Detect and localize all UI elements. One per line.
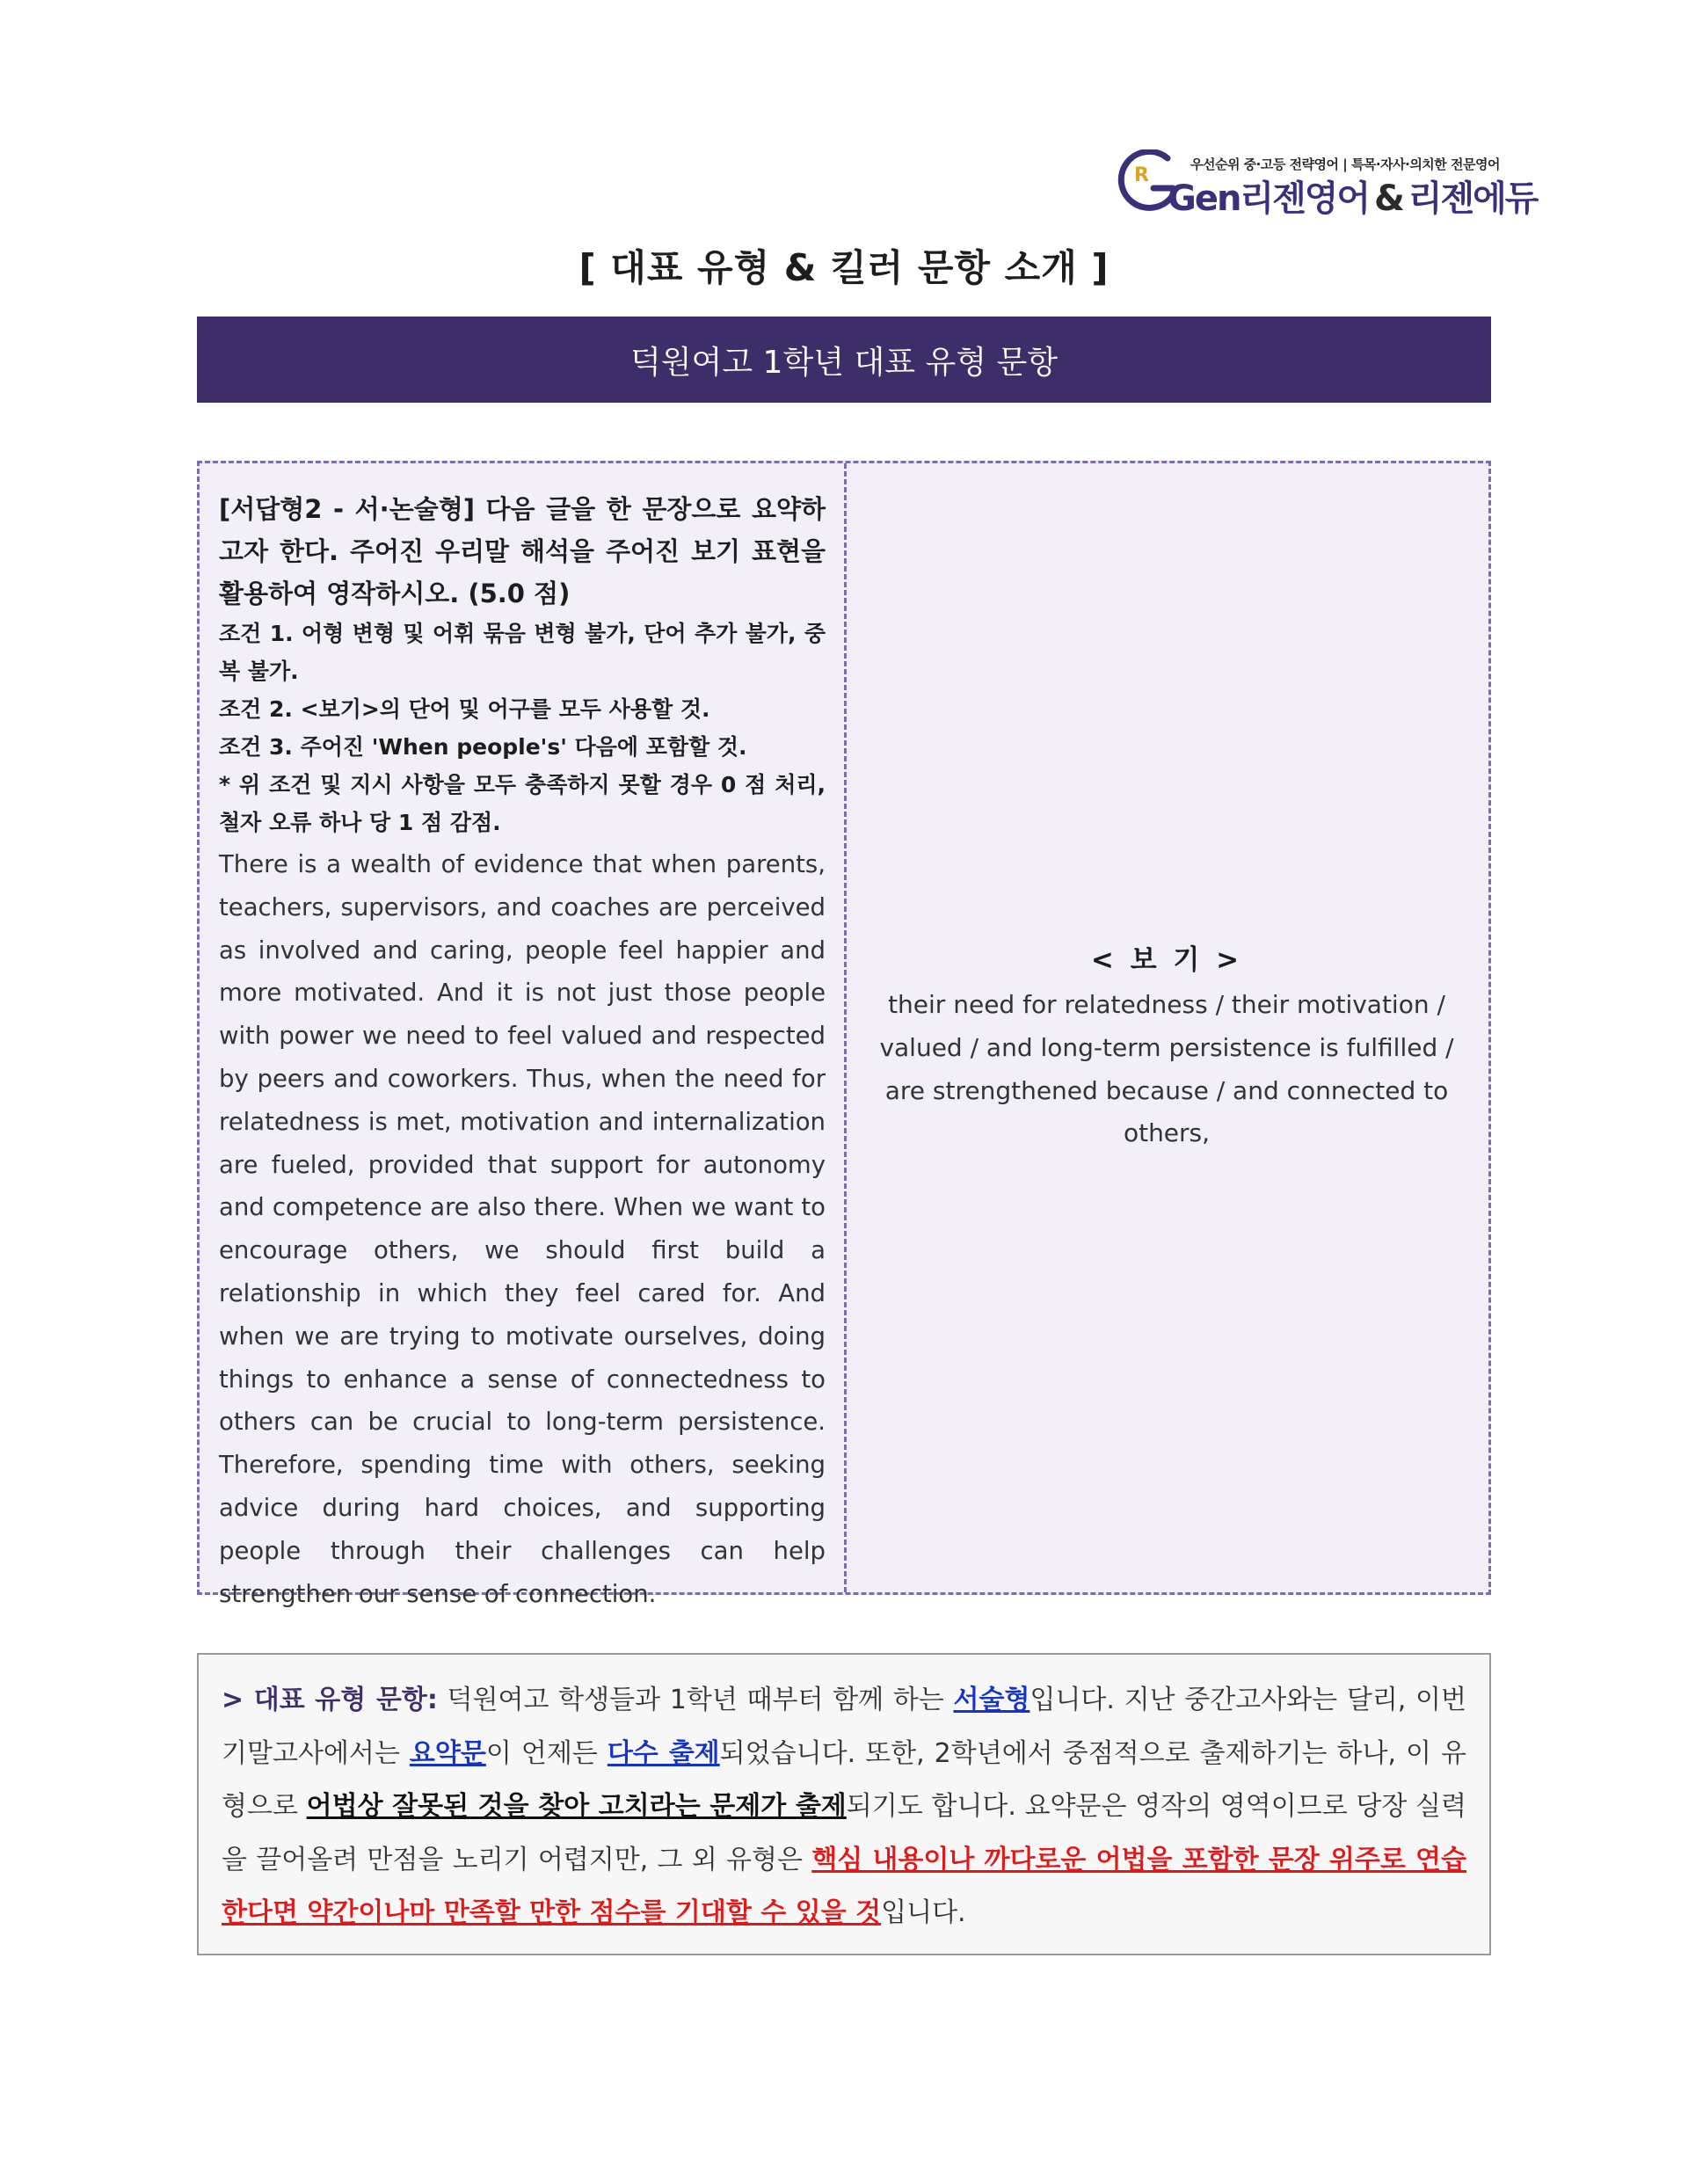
- commentary-text: [222, 1674, 1466, 1940]
- bogi-title: < 보 기 >: [1090, 944, 1243, 976]
- svg-text:R: R: [1134, 164, 1149, 186]
- commentary-segment: 덕원여고 학생들과 1학년 때부터 함께 하는: [437, 1685, 954, 1715]
- logo-amp: &: [1374, 178, 1403, 219]
- condition-1: 조건 1. 어형 변형 및 어휘 묶음 변형 불가, 단어 추가 불가, 중복 불가.: [219, 621, 826, 684]
- logo-brand: [1168, 171, 1537, 221]
- logo-brand-kr2: 리젠에듀: [1408, 178, 1538, 219]
- page-title: [ 대표 유형 & 킬러 문항 소개 ]: [578, 246, 1110, 289]
- section-banner: 덕원여고 1학년 대표 유형 문항: [197, 317, 1491, 403]
- highlight-dasu-chulje: 다수 출제: [607, 1737, 720, 1769]
- highlight-seosulhyeong: 서술형: [953, 1685, 1030, 1715]
- reading-passage: There is a wealth of evidence that when parents, teachers, supervisors, and coaches are perceived as involved and caring, people feel happier and more motivated. And it is not just those people with power we need to feel valued and respected by peers and coworkers. Thus, when the need for relatedness is met, motivation and internalization are fueled, provided that support for autonomy and competence are also there. When we want to encourage others, we should first build a relationship in which they feel cared for. And when we are trying to motivate ourselves, doing things to enhance a sense of connectedness to others can be crucial to long-term persistence. Therefore, spending time with others, seeking advice during hard choices, and supporting people through their challenges can help strengthen our sense of connection.: [219, 850, 826, 1608]
- commentary-box: [197, 1653, 1491, 1955]
- bogi-expressions: their need for relatedness / their motivation / valued / and long-term persistence is fulfilled / are strengthened because / and connected to others,: [879, 990, 1454, 1148]
- highlight-grammar-question: 어법상 잘못된 것을 찾아 고치라는 문제가 출제: [306, 1791, 847, 1822]
- question-title: [서답형2 - 서·논술형] 다음 글을 한 문장으로 요약하고자 한다. 주어진 우리말 해석을 주어진 보기 표현을 활용하여 영작하시오. (5.0 점): [219, 494, 826, 608]
- question-column: [219, 488, 826, 1615]
- commentary-segment: 되었습니다. 또한, 2학년에서 중점적으로 출제하기는 하나, 이 유형으로: [222, 1737, 1467, 1822]
- condition-note: * 위 조건 및 지시 사항을 모두 충족하지 못할 경우 0 점 처리, 철자 오류 하나 당 1 점 감점.: [219, 772, 826, 835]
- highlight-practice-advice: 핵심 내용이나 까다로운 어법을 포함한 문장 위주로 연습한다면 약간이나마 만족할 만한 점수를 기대할 수 있을 것: [222, 1844, 1466, 1928]
- commentary-segment: 입니다. 지난 중간고사와는 달리, 이번 기말고사에서는: [222, 1685, 1467, 1769]
- commentary-lead: > 대표 유형 문항:: [222, 1685, 438, 1715]
- logo-tagline: 우선순위 중·고등 전략영어 | 특목·자사·의치한 전문영어: [1190, 157, 1500, 172]
- question-box: [197, 461, 1491, 1608]
- commentary-segment: 입니다.: [881, 1897, 966, 1928]
- logo-brand-kr1: 리젠영어: [1240, 178, 1369, 219]
- logo-brand-en: Gen: [1168, 178, 1241, 219]
- commentary-segment: 되기도 합니다. 요약문은 영작의 영역이므로 당장 실력을 끌어올려 만점을 노리기 어렵지만, 그 외 유형은: [222, 1791, 1466, 1875]
- brand-logo: [1115, 148, 1538, 219]
- commentary-segment: 이 언제든: [485, 1737, 608, 1769]
- condition-2: 조건 2. <보기>의 단어 및 어구를 모두 사용할 것.: [219, 696, 710, 722]
- column-divider: [844, 463, 847, 1592]
- bogi-column: [859, 938, 1474, 1155]
- highlight-yoyakmun: 요약문: [409, 1737, 486, 1769]
- condition-3: 조건 3. 주어진 'When people's' 다음에 포함할 것.: [219, 734, 747, 760]
